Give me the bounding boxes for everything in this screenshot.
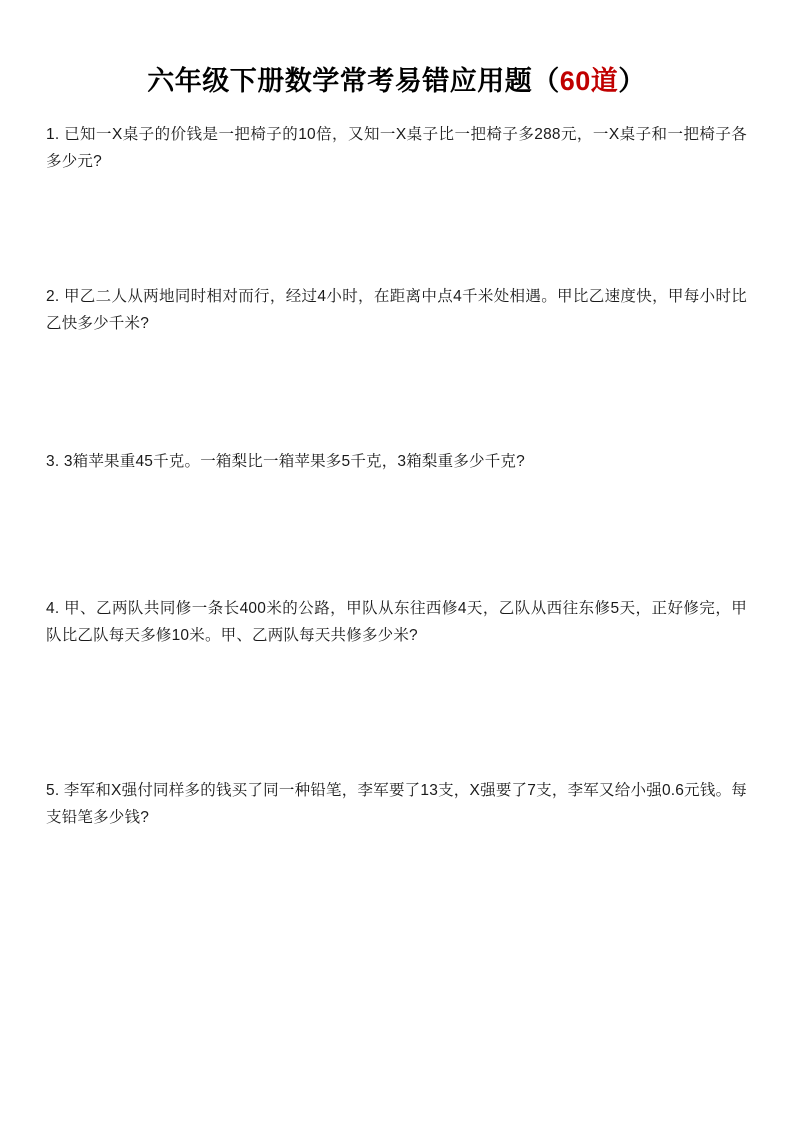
problem-text: 3. 3箱苹果重45千克。一箱梨比一箱苹果多5千克，3箱梨重多少千克?	[46, 452, 525, 470]
problem-item	[46, 121, 747, 175]
problem-item	[46, 595, 747, 649]
problem-item	[46, 777, 747, 831]
page-title-main: 六年级下册数学常考易错应用题（	[147, 66, 560, 96]
problem-text: 2. 甲乙二人从两地同时相对而行，经过4小时，在距离中点4千米处相遇。甲比乙速度快，甲每小时比乙快多少千米?	[46, 288, 747, 333]
page-title-tail: ）	[618, 66, 646, 96]
page-title	[46, 64, 747, 99]
problem-item	[46, 448, 747, 475]
page-title-count: 60道	[559, 66, 619, 96]
problem-text: 4. 甲、乙两队共同修一条长400米的公路，甲队从东往西修4天，乙队从西往东修5天，正好修完，甲队比乙队每天多修10米。甲、乙两队每天共修多少米?	[46, 599, 747, 644]
problem-text: 5. 李军和X强付同样多的钱买了同一种铅笔，李军要了13支，X强要了7支，李军又给小强0.6元钱。每支铅笔多少钱?	[46, 781, 747, 827]
problem-text: 1. 已知一X桌子的价钱是一把椅子的10倍，又知一X桌子比一把椅子多288元，一X桌子和一把椅子各多少元?	[46, 126, 747, 171]
problem-item	[46, 283, 747, 337]
